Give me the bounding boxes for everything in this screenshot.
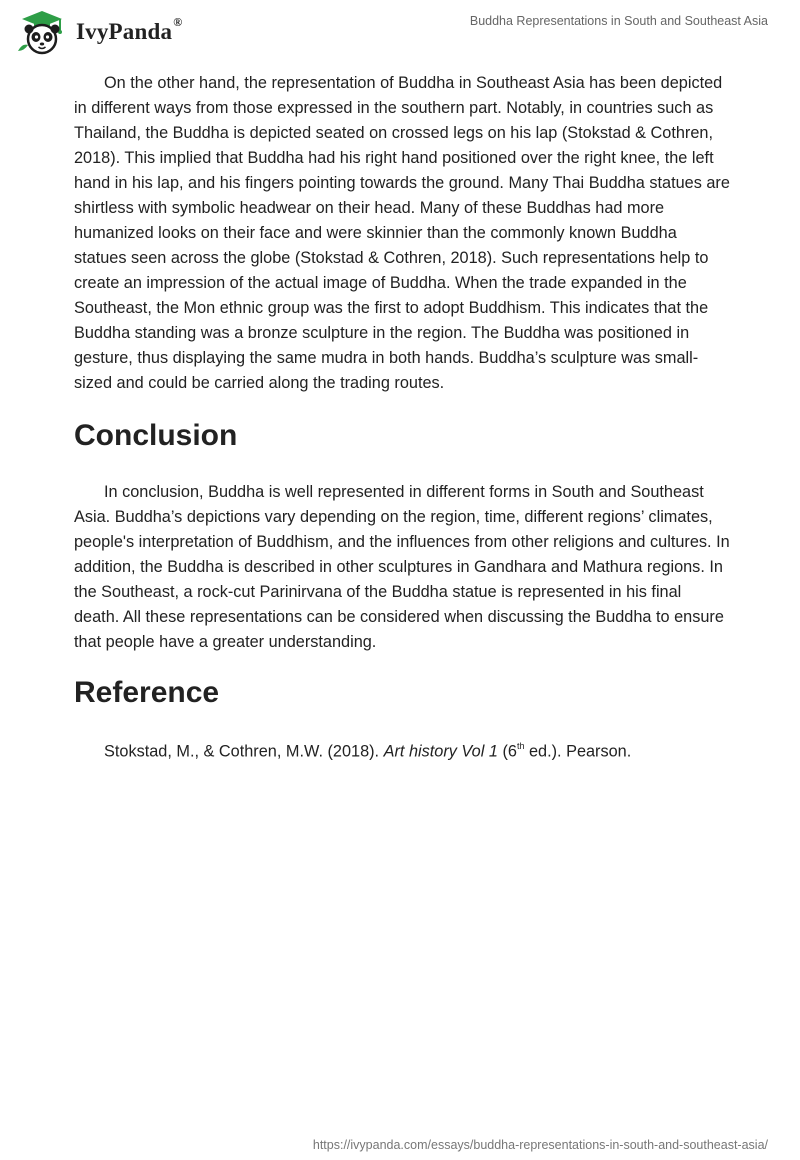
site-logo[interactable] [14,8,182,56]
reference-edition-open: (6 [497,742,517,761]
panda-logo-icon [14,9,70,55]
reference-authors: Stokstad, M., & Cothren, M.W. (2018). [104,742,384,761]
essay-content [74,71,730,764]
registered-mark: ® [173,15,183,30]
conclusion-heading: Conclusion [74,419,238,452]
reference-heading: Reference [74,676,220,709]
reference-edition-sup: th [516,741,525,751]
footer-url[interactable]: https://ivypanda.com/essays/buddha-representations-in-south-and-southeast-asia/ [312,1138,768,1152]
logo-name: IvyPanda [76,19,173,44]
document-title: Buddha Representations in South and Southeast Asia [469,14,768,28]
reference-entry [74,735,730,764]
reference-title: Art history Vol 1 [383,742,498,761]
reference-edition-close: ed.). Pearson. [524,742,632,761]
body-paragraph: On the other hand, the representation of Buddha in Southeast Asia has been depicted in different ways from those expressed in the southern part. Notably, in countries such as Thailand, the Buddha is depicted seated on crossed legs on his lap (Stokstad & Cothren, 2018). This implied that Buddha had his right hand positioned over the right knee, the left hand in his lap, and his fingers pointing towards the ground. Many Thai Buddha statues are shirtless with symbolic headwear on their head. Many of these Buddhas had more humanized looks on their face and were skinnier than the commonly known Buddha statues seen across the globe (Stokstad & Cothren, 2018). Such representations help to create an impression of the actual image of Buddha. When the trade expanded in the Southeast, the Mon ethnic group was the first to adopt Buddhism. This indicates that the Buddha standing was a bronze sculpture in the region. The Buddha was positioned in gesture, thus displaying the same mudra in both hands. Buddha’s sculpture was small-sized and could be carried along the trading routes. [74,74,730,392]
conclusion-paragraph: In conclusion, Buddha is well represented in different forms in South and Southeast Asia. Buddha’s depictions vary depending on the region, time, different regions’ climates, people's interpretation of Buddhism, and the influences from other religions and cultures. In addition, the Buddha is described in other sculptures in Gandhara and Mathura regions. In the Southeast, a rock-cut Parinirvana of the Buddha statue is represented in his final death. All these representations can be considered when discussing the Buddha to ensure that people have a greater understanding. [74,483,730,651]
logo-wordmark [76,15,183,45]
